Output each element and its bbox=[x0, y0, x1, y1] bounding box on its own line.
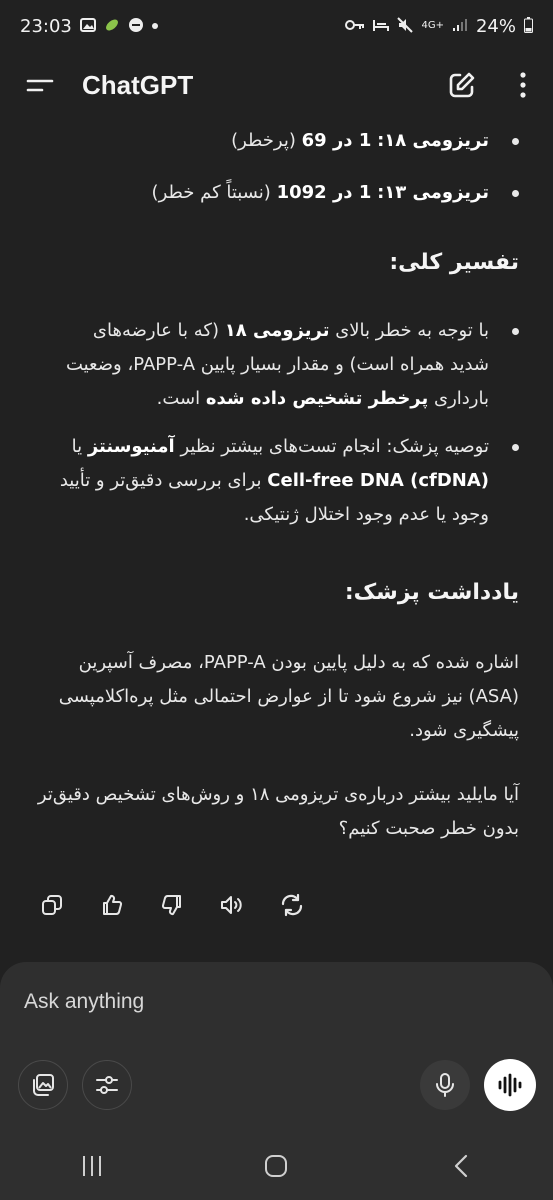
bullet-note: (پرخطر) bbox=[231, 130, 296, 151]
list-item bbox=[34, 430, 519, 532]
dnd-icon bbox=[128, 17, 144, 36]
thumbs-down-icon[interactable] bbox=[156, 885, 188, 925]
text-run: یا bbox=[71, 436, 88, 457]
battery-level: 24% bbox=[475, 15, 516, 37]
bold-run: پرخطر تشخیص داده شده bbox=[205, 388, 429, 409]
list-item bbox=[34, 314, 519, 416]
thumbs-up-icon[interactable] bbox=[96, 885, 128, 925]
status-time: 23:03 bbox=[20, 15, 72, 37]
network-type: 4G+ bbox=[421, 20, 444, 31]
recent-apps-icon[interactable] bbox=[62, 1146, 122, 1186]
battery-icon bbox=[524, 17, 533, 36]
menu-icon[interactable] bbox=[26, 75, 54, 95]
image-icon[interactable] bbox=[18, 1060, 68, 1110]
bold-run: تریزومی ۱۸ bbox=[224, 320, 330, 341]
speaker-icon[interactable] bbox=[216, 885, 248, 925]
message-input[interactable]: Ask anything bbox=[24, 990, 145, 1013]
app-bar bbox=[0, 55, 553, 115]
sleep-icon bbox=[373, 18, 389, 35]
mute-icon bbox=[397, 17, 413, 36]
bullet-label: تریزومی ۱۳: bbox=[377, 182, 489, 203]
composer bbox=[0, 962, 553, 1132]
app-notification-icon bbox=[104, 17, 120, 36]
status-left bbox=[20, 16, 158, 37]
status-right bbox=[345, 16, 533, 37]
text-run: توصیه پزشک: انجام تست‌های بیشتر نظیر bbox=[174, 436, 489, 457]
bullet-value: 1 در 1092 bbox=[276, 182, 372, 203]
more-vertical-icon[interactable] bbox=[519, 71, 527, 99]
section-heading: یادداشت پزشک: bbox=[344, 580, 519, 605]
copy-icon[interactable] bbox=[36, 885, 68, 925]
sliders-icon[interactable] bbox=[82, 1060, 132, 1110]
text-run: (که با عارضه‌های شدید همراه است) و مقدار بسیار پایین PAPP-A، وضعیت بارداری bbox=[65, 320, 489, 409]
bullet-note: (نسبتاً کم خطر) bbox=[151, 182, 271, 203]
voice-waveform-icon[interactable] bbox=[484, 1059, 536, 1111]
assistant-message bbox=[0, 118, 553, 958]
doctor-note: اشاره شده که به دلیل پایین بودن PAPP-A، مصرف آسپرین (ASA) نیز شروع شود تا از عوارض احتمالی مثل پره‌اکلامپسی پیشگیری شود. bbox=[58, 652, 519, 741]
follow-up-question: آیا مایلید بیشتر درباره‌ی تریزومی ۱۸ و روش‌های تشخیص دقیق‌تر بدون خطر صحبت کنیم؟ bbox=[37, 784, 519, 839]
bullet-label: تریزومی ۱۸: bbox=[377, 130, 489, 151]
text-run: با توجه به خطر بالای bbox=[329, 320, 489, 341]
signal-icon bbox=[452, 18, 468, 35]
bold-run: Cell-free DNA (cfDNA) bbox=[267, 470, 489, 491]
app-title[interactable]: ChatGPT bbox=[82, 69, 194, 100]
key-icon bbox=[345, 19, 365, 34]
list-item bbox=[34, 124, 519, 158]
edit-icon[interactable] bbox=[447, 70, 477, 100]
section-heading: تفسیر کلی: bbox=[389, 250, 519, 275]
list-item bbox=[34, 176, 519, 210]
more-notifications-icon bbox=[152, 23, 158, 29]
status-bar bbox=[0, 0, 553, 52]
mic-icon[interactable] bbox=[420, 1060, 470, 1110]
bold-run: آمنیوسنتز bbox=[87, 436, 175, 457]
text-run: است. bbox=[156, 388, 206, 409]
refresh-icon[interactable] bbox=[276, 885, 308, 925]
home-icon[interactable] bbox=[246, 1146, 306, 1186]
gallery-notification-icon bbox=[80, 18, 96, 35]
message-actions bbox=[36, 885, 308, 925]
bullet-value: 1 در 69 bbox=[301, 130, 372, 151]
text-run: برای بررسی دقیق‌تر و تأیید وجود یا عدم وجود اختلال ژنتیکی. bbox=[59, 470, 489, 525]
back-icon[interactable] bbox=[431, 1146, 491, 1186]
system-nav-bar bbox=[0, 1132, 553, 1200]
